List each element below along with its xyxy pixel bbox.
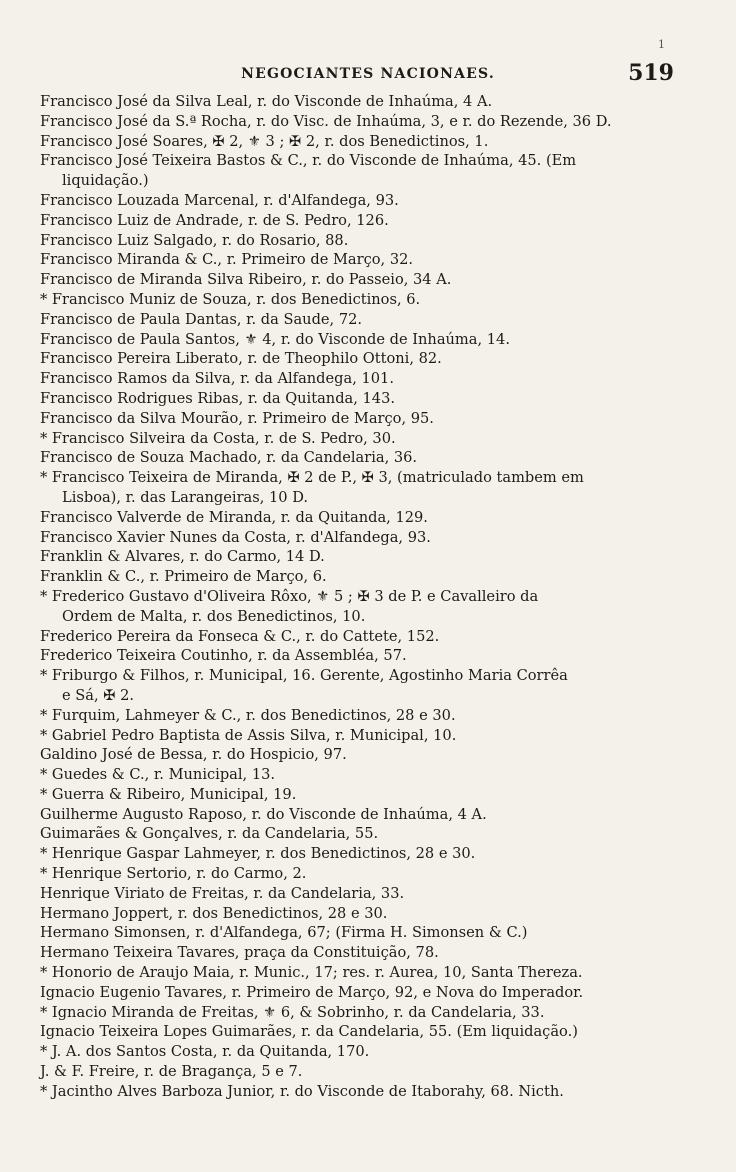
- entry-line: * Gabriel Pedro Baptista de Assis Silva, r. Municipal, 10.: [40, 726, 457, 744]
- directory-entry: [40, 983, 680, 1003]
- directory-entry: [40, 824, 680, 844]
- directory-entry: [40, 468, 680, 508]
- entry-line: Franklin & C., r. Primeiro de Março, 6.: [40, 568, 327, 586]
- entry-line: Henrique Viriato de Freitas, r. da Candelaria, 33.: [40, 884, 405, 902]
- directory-entry: [40, 250, 680, 270]
- entry-line: * Francisco Silveira da Costa, r. de S. Pedro, 30.: [40, 429, 396, 447]
- directory-entry: [40, 844, 680, 864]
- entry-line: J. & F. Freire, r. de Bragança, 5 e 7.: [40, 1063, 303, 1081]
- directory-entry: [40, 805, 680, 825]
- entry-line: Francisco de Paula Santos, ⚜ 4, r. do Visconde de Inhaúma, 14.: [40, 330, 510, 348]
- entry-line: Frederico Pereira da Fonseca & C., r. do Cattete, 152.: [40, 627, 440, 645]
- directory-entries: [40, 92, 680, 1102]
- directory-entry: [40, 587, 680, 627]
- directory-entry: [40, 330, 680, 350]
- entry-line: * Henrique Gaspar Lahmeyer, r. dos Benedictinos, 28 e 30.: [40, 845, 476, 863]
- running-head-title: NEGOCIANTES NACIONAES.: [241, 66, 495, 82]
- entry-line: Francisco José Teixeira Bastos & C., r. do Visconde de Inhaúma, 45. (Em: [40, 152, 577, 170]
- directory-entry: [40, 211, 680, 231]
- directory-entry: [40, 943, 680, 963]
- directory-entry: [40, 706, 680, 726]
- directory-entry: [40, 567, 680, 587]
- entry-line: Francisco José Soares, ✠ 2, ⚜ 3 ; ✠ 2, r. dos Benedictinos, 1.: [40, 132, 489, 150]
- directory-entry: [40, 1042, 680, 1062]
- entry-line: Francisco Louzada Marcenal, r. d'Alfandega, 93.: [40, 191, 399, 209]
- directory-entry: [40, 864, 680, 884]
- entry-line: * Friburgo & Filhos, r. Municipal, 16. Gerente, Agostinho Maria Corrêa: [40, 667, 568, 685]
- directory-entry: [40, 429, 680, 449]
- directory-entry: [40, 1082, 680, 1102]
- directory-entry: [40, 884, 680, 904]
- directory-entry: [40, 726, 680, 746]
- entry-continuation-line: Lisboa), r. das Larangeiras, 10 D.: [62, 488, 309, 506]
- directory-entry: [40, 231, 680, 251]
- directory-entry: [40, 92, 680, 112]
- entry-line: * Henrique Sertorio, r. do Carmo, 2.: [40, 865, 307, 883]
- entry-line: Francisco Valverde de Miranda, r. da Quitanda, 129.: [40, 508, 428, 526]
- entry-line: Francisco Luiz de Andrade, r. de S. Pedro, 126.: [40, 211, 389, 229]
- directory-entry: [40, 528, 680, 548]
- entry-line: * Ignacio Miranda de Freitas, ⚜ 6, & Sobrinho, r. da Candelaria, 33.: [40, 1003, 545, 1021]
- directory-entry: [40, 151, 680, 191]
- entry-line: Frederico Teixeira Coutinho, r. da Assembléa, 57.: [40, 647, 407, 665]
- directory-entry: [40, 508, 680, 528]
- entry-line: Francisco José da Silva Leal, r. do Visconde de Inhaúma, 4 A.: [40, 93, 493, 110]
- directory-entry: [40, 963, 680, 983]
- directory-entry: [40, 1003, 680, 1023]
- entry-line: Ignacio Teixeira Lopes Guimarães, r. da Candelaria, 55. (Em liquidação.): [40, 1023, 578, 1041]
- entry-line: * Frederico Gustavo d'Oliveira Rôxo, ⚜ 5 ; ✠ 3 de P. e Cavalleiro da: [40, 587, 539, 605]
- entry-line: Francisco da Silva Mourão, r. Primeiro de Março, 95.: [40, 409, 434, 427]
- directory-entry: [40, 745, 680, 765]
- directory-entry: [40, 904, 680, 924]
- directory-entry: [40, 132, 680, 152]
- directory-entry: [40, 547, 680, 567]
- page-number: 519: [628, 60, 674, 86]
- entry-line: Francisco Miranda & C., r. Primeiro de Março, 32.: [40, 251, 414, 269]
- entry-line: * Francisco Muniz de Souza, r. dos Benedictinos, 6.: [40, 290, 421, 308]
- entry-line: Franklin & Alvares, r. do Carmo, 14 D.: [40, 548, 325, 566]
- entry-line: Francisco de Miranda Silva Ribeiro, r. do Passeio, 34 A.: [40, 271, 452, 289]
- entry-line: Guimarães & Gonçalves, r. da Candelaria, 55.: [40, 825, 379, 843]
- entry-line: Hermano Simonsen, r. d'Alfandega, 67; (Firma H. Simonsen & C.): [40, 924, 528, 942]
- directory-entry: [40, 389, 680, 409]
- directory-entry: [40, 1062, 680, 1082]
- directory-entry: [40, 1022, 680, 1042]
- entry-line: * Furquim, Lahmeyer & C., r. dos Benedictinos, 28 e 30.: [40, 706, 456, 724]
- page-header: [0, 60, 736, 90]
- directory-entry: [40, 765, 680, 785]
- entry-line: * Honorio de Araujo Maia, r. Munic., 17; res. r. Aurea, 10, Santa Thereza.: [40, 964, 583, 982]
- directory-entry: [40, 448, 680, 468]
- entry-line: Galdino José de Bessa, r. do Hospicio, 97.: [40, 746, 347, 764]
- directory-entry: [40, 666, 680, 706]
- entry-line: * J. A. dos Santos Costa, r. da Quitanda, 170.: [40, 1043, 370, 1061]
- entry-line: Francisco Luiz Salgado, r. do Rosario, 88.: [40, 231, 349, 249]
- entry-line: Francisco Xavier Nunes da Costa, r. d'Alfandega, 93.: [40, 528, 431, 546]
- directory-entry: [40, 310, 680, 330]
- directory-entry: [40, 270, 680, 290]
- entry-line: Francisco Pereira Liberato, r. de Theophilo Ottoni, 82.: [40, 350, 442, 368]
- directory-entry: [40, 646, 680, 666]
- entry-line: * Francisco Teixeira de Miranda, ✠ 2 de P., ✠ 3, (matriculado tambem em: [40, 469, 584, 487]
- directory-entry: [40, 191, 680, 211]
- entry-line: * Jacintho Alves Barboza Junior, r. do Visconde de Itaborahy, 68. Nicth.: [40, 1082, 564, 1100]
- directory-entry: [40, 785, 680, 805]
- entry-line: Francisco José da S.ª Rocha, r. do Visc. de Inhaúma, 3, e r. do Rezende, 36 D.: [40, 112, 612, 130]
- entry-continuation-line: e Sá, ✠ 2.: [62, 686, 135, 704]
- entry-line: Ignacio Eugenio Tavares, r. Primeiro de Março, 92, e Nova do Imperador.: [40, 983, 584, 1001]
- directory-entry: [40, 349, 680, 369]
- folio-mark: 1: [658, 38, 665, 51]
- directory-entry: [40, 112, 680, 132]
- entry-line: Francisco Rodrigues Ribas, r. da Quitanda, 143.: [40, 389, 396, 407]
- entry-line: Hermano Joppert, r. dos Benedictinos, 28 e 30.: [40, 904, 388, 922]
- entry-line: Francisco de Souza Machado, r. da Candelaria, 36.: [40, 449, 418, 467]
- directory-entry: [40, 627, 680, 647]
- entry-line: * Guerra & Ribeiro, Municipal, 19.: [40, 785, 297, 803]
- entry-line: Francisco Ramos da Silva, r. da Alfandega, 101.: [40, 370, 394, 388]
- directory-entry: [40, 290, 680, 310]
- directory-entry: [40, 409, 680, 429]
- entry-line: Hermano Teixeira Tavares, praça da Constituição, 78.: [40, 944, 439, 962]
- directory-entry: [40, 369, 680, 389]
- entry-continuation-line: liquidação.): [62, 172, 149, 190]
- entry-continuation-line: Ordem de Malta, r. dos Benedictinos, 10.: [62, 607, 366, 625]
- entry-line: Guilherme Augusto Raposo, r. do Visconde de Inhaúma, 4 A.: [40, 805, 487, 823]
- entry-line: Francisco de Paula Dantas, r. da Saude, 72.: [40, 310, 363, 328]
- directory-entry: [40, 923, 680, 943]
- entry-line: * Guedes & C., r. Municipal, 13.: [40, 766, 276, 784]
